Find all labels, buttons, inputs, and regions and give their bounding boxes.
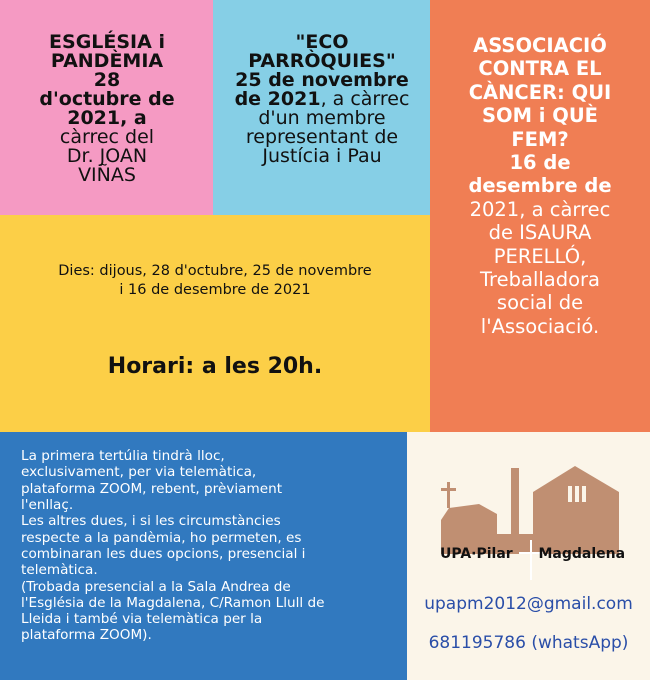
talk-2-title-line: "ECO [295, 31, 349, 53]
parish-logo-graphic [437, 462, 625, 580]
info-line: plataforma ZOOM). [21, 627, 152, 644]
talk-1-date-line: 2021, a [67, 107, 147, 129]
talk-1-date-line: d'octubre de [39, 88, 175, 110]
talk-1-text [12, 33, 202, 185]
talk-1-speaker-line: VIÑAS [78, 164, 136, 186]
talk-3-date-line: 2021, a càrrec [469, 197, 611, 221]
contact-email[interactable]: upapm2012@gmail.com [424, 594, 633, 614]
dates-line: Dies: dijous, 28 d'octubre, 25 de novembre [58, 263, 372, 279]
talk-3-title-line: CONTRA EL [478, 57, 602, 81]
window [568, 486, 572, 502]
talk-3-title-line: SOM i QUÈ [481, 104, 599, 128]
info-line: (Trobada presencial a la Sala Andrea de [21, 578, 291, 595]
dates-line: i 16 de desembre de 2021 [119, 281, 311, 298]
talk-1-date-line: 28 [93, 69, 121, 91]
info-line: l'Església de la Magdalena, C/Ramon Llull de [21, 594, 325, 611]
info-line: respecte a la pandèmia, ho permeten, es [21, 529, 302, 546]
talk-3-text [440, 34, 640, 338]
talk-2-text [222, 33, 422, 166]
talk-3-speaker-line: Treballadora [479, 267, 601, 291]
info-line: Lleida i també via telemàtica per la [21, 611, 263, 628]
yellow-panel [0, 215, 430, 432]
info-line: Les altres dues, i si les circumstàncies [21, 513, 281, 530]
info-line: La primera tertúlia tindrà lloc, [21, 448, 225, 464]
info-line: telemàtica. [21, 562, 98, 579]
talk-2-speaker-line: Justícia i Pau [262, 145, 382, 167]
contact-phone[interactable]: 681195786 (whatsApp) [428, 633, 629, 653]
talk-2-speaker-line: d'un membre [258, 107, 386, 129]
talk-3-date-line: desembre de [468, 174, 612, 198]
window [575, 486, 579, 502]
info-line: combinaran les dues opcions, presencial i [21, 545, 306, 562]
talk-2-speaker-line: representant de [245, 126, 399, 148]
talk-2-date-bold: de 2021 [234, 88, 321, 110]
talk-3-speaker-line: PERELLÓ, [493, 244, 587, 268]
logo-text-right: Magdalena [538, 546, 626, 562]
info-line: exclusivament, per via telemàtica, [21, 464, 257, 481]
info-text [21, 448, 391, 644]
talk-3-date-line: 16 de [509, 150, 571, 174]
logo-text-left: UPA·Pilar [440, 546, 513, 562]
dates-text [0, 262, 430, 300]
talk-1-speaker-line: Dr. JOAN [66, 145, 148, 167]
left-church-cross-h [441, 488, 456, 491]
left-church-cross-v [447, 482, 450, 508]
talk-3-speaker-line: l'Associació. [480, 314, 600, 338]
talk-2-title-line: PARRÒQUIES" [248, 50, 396, 72]
talk-3-title-line: ASSOCIACIÓ [473, 34, 607, 57]
talk-2-rest: , a càrrec [320, 88, 410, 110]
talk-2-date-line: 25 de novembre [235, 69, 409, 91]
talk-3-speaker-line: social de [496, 291, 584, 315]
bell-tower [511, 468, 519, 554]
talk-1-title-line: PANDÈMIA [50, 50, 164, 72]
right-church-shape [533, 466, 619, 554]
window [582, 486, 586, 502]
parish-logo-text [440, 546, 630, 562]
info-line: plataforma ZOOM, rebent, prèviament [21, 480, 283, 497]
talk-3-title-line: FEM? [511, 127, 569, 151]
talk-3-title-line: CÀNCER: QUI [468, 80, 612, 104]
talk-1-title-line: ESGLÉSIA i [49, 31, 165, 53]
info-line: l'enllaç. [21, 496, 74, 513]
schedule-text: Horari: a les 20h. [107, 354, 323, 379]
talk-1-speaker-line: càrrec del [59, 126, 155, 148]
talk-3-speaker-line: de ISAURA [488, 221, 592, 245]
